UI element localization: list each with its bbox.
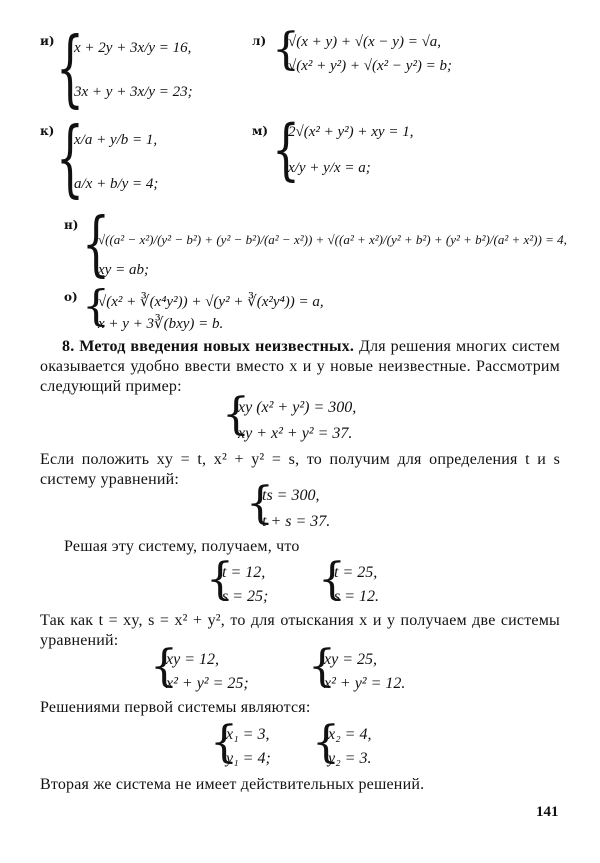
equation: xy + x² + y² = 37.	[238, 425, 353, 442]
section-heading: 8. Метод введения новых неизвестных.	[62, 338, 355, 355]
equation: a/x + b/y = 4;	[74, 176, 159, 192]
equation: y₁ = 4;	[226, 750, 271, 767]
system-brace: {	[206, 554, 234, 605]
equation: ts = 300,	[262, 487, 320, 504]
equation: t + s = 37.	[262, 513, 331, 530]
equation: x₁ = 3,	[226, 726, 270, 743]
system-brace: {	[246, 478, 274, 529]
equation: s = 12.	[334, 588, 380, 605]
equation: √(x + y) + √(x − y) = √a,	[288, 34, 442, 50]
equation: √((a² − x²)/(y² − b²) + (y² − b²)/(a² − x²)) + √((a² + x²)/(y² + b²) + (y² + b²)/(a² + x²)) = 4,	[98, 232, 567, 247]
system-brace: {	[312, 717, 340, 768]
paragraph: Если положить xy = t, x² + y² = s, то получим для определения t и s систему уравнений:	[40, 451, 560, 488]
equation: xy = ab;	[98, 262, 149, 278]
equation: 3x + y + 3x/y = 23;	[74, 84, 193, 100]
system-brace: {	[210, 717, 238, 768]
exercise-label-l: л)	[252, 34, 267, 48]
equation: x/a + y/b = 1,	[74, 132, 158, 148]
exercise-label-i: и)	[40, 34, 55, 48]
system-brace: {	[318, 554, 346, 605]
system-brace: {	[272, 112, 300, 189]
equation: x + 2y + 3x/y = 16,	[74, 40, 192, 56]
equation: √(x² + y²) + √(x² − y²) = b;	[288, 58, 453, 74]
equation: √(x² + ∛(x⁴y²)) + √(y² + ∛(x²y⁴)) = a,	[98, 294, 324, 310]
equation: y₂ = 3.	[328, 750, 372, 767]
exercise-label-m: м)	[252, 124, 269, 138]
equation: s = 25;	[222, 588, 269, 605]
system-brace: {	[272, 24, 300, 75]
page-number: 141	[536, 804, 559, 820]
equation: xy = 25,	[324, 651, 377, 668]
equation: x/y + y/x = a;	[288, 160, 371, 176]
equation: t = 12,	[222, 564, 266, 581]
equation: xy = 12,	[166, 651, 219, 668]
exercise-label-k: к)	[40, 124, 55, 138]
equation: x + y + 3∛(bxy) = b.	[98, 316, 224, 332]
section-intro-text: Для решения многих систем оказывается удобно ввести вместо x и y новые неизвестные. Рассмотрим следующий пример:	[40, 338, 561, 395]
system-brace: {	[56, 20, 84, 118]
equation: x² + y² = 12.	[324, 675, 406, 692]
system-brace: {	[150, 641, 178, 692]
paragraph: Решая эту систему, получаем, что	[64, 538, 300, 555]
paragraph: Так как t = xy, s = x² + y², то для отыскания x и y получаем две системы уравнений:	[40, 612, 560, 649]
system-brace: {	[56, 110, 84, 208]
equation: 2√(x² + y²) + xy = 1,	[288, 124, 414, 140]
paragraph: Решениями первой системы являются:	[40, 699, 311, 716]
equation: x₂ = 4,	[328, 726, 372, 743]
equation: xy (x² + y²) = 300,	[238, 399, 357, 416]
system-brace: {	[82, 282, 110, 331]
system-brace: {	[308, 641, 336, 692]
equation: t = 25,	[334, 564, 378, 581]
section-intro-paragraph	[40, 337, 560, 397]
exercise-label-n: н)	[64, 218, 79, 232]
system-brace: {	[82, 203, 110, 286]
equation: x² + y² = 25;	[166, 675, 249, 692]
exercise-label-o: о)	[64, 290, 78, 304]
system-brace: {	[222, 389, 250, 440]
paragraph: Вторая же система не имеет действительных решений.	[40, 776, 425, 793]
